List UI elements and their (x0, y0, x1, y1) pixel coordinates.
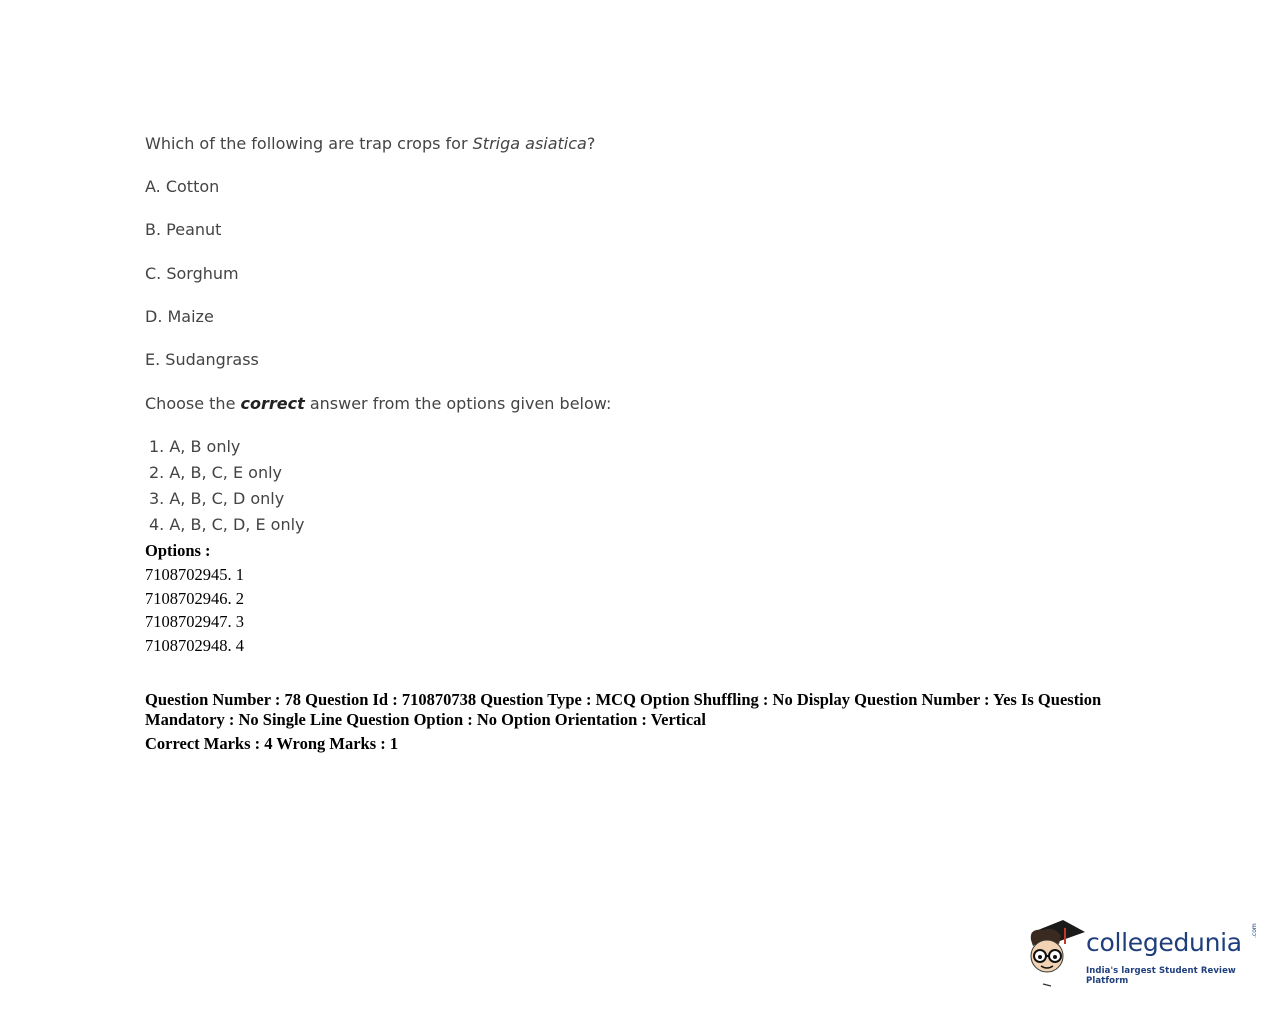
marks-meta: Correct Marks : 4 Wrong Marks : 1 (145, 734, 399, 753)
option-id-1: 7108702945. 1 (145, 565, 244, 584)
statement-e: E. Sudangrass (145, 350, 259, 369)
question-italic-term: Striga asiatica (472, 134, 587, 153)
options-heading: Options : (145, 541, 211, 560)
logo-wordmark: collegedunia (1086, 928, 1242, 957)
statement-a: A. Cotton (145, 177, 220, 196)
option-id-3: 7108702947. 3 (145, 612, 244, 631)
instruction-emphasis: correct (240, 394, 305, 413)
logo-tagline: India's largest Student Review Platform (1086, 966, 1236, 986)
instruction-suffix: answer from the options given below: (304, 394, 612, 413)
statement-b: B. Peanut (145, 220, 222, 239)
option-id-4: 7108702948. 4 (145, 636, 244, 655)
option-id-2: 7108702946. 2 (145, 589, 244, 608)
instruction-text (145, 394, 611, 413)
instruction-prefix: Choose the (145, 394, 241, 413)
statement-c: C. Sorghum (145, 264, 239, 283)
statement-d: D. Maize (145, 307, 214, 326)
answer-choice-1: 1. A, B only (149, 437, 241, 456)
answer-choice-2: 2. A, B, C, E only (149, 463, 282, 482)
answer-choice-4: 4. A, B, C, D, E only (149, 515, 305, 534)
question-meta: Question Number : 78 Question Id : 710870738 Question Type : MCQ Option Shuffling : No Display Question Number : Yes Is Question Mandatory : No Single Line Question Option : No Option Orientation : Vertical (145, 690, 1102, 729)
question-prefix: Which of the following are trap crops for (145, 134, 473, 153)
answer-choice-3: 3. A, B, C, D only (149, 489, 285, 508)
question-suffix: ? (586, 134, 596, 153)
collegedunia-logo (1025, 918, 1265, 990)
mascot-icon (1025, 918, 1085, 990)
logo-suffix: .com (1251, 923, 1258, 938)
question-text (145, 134, 595, 153)
